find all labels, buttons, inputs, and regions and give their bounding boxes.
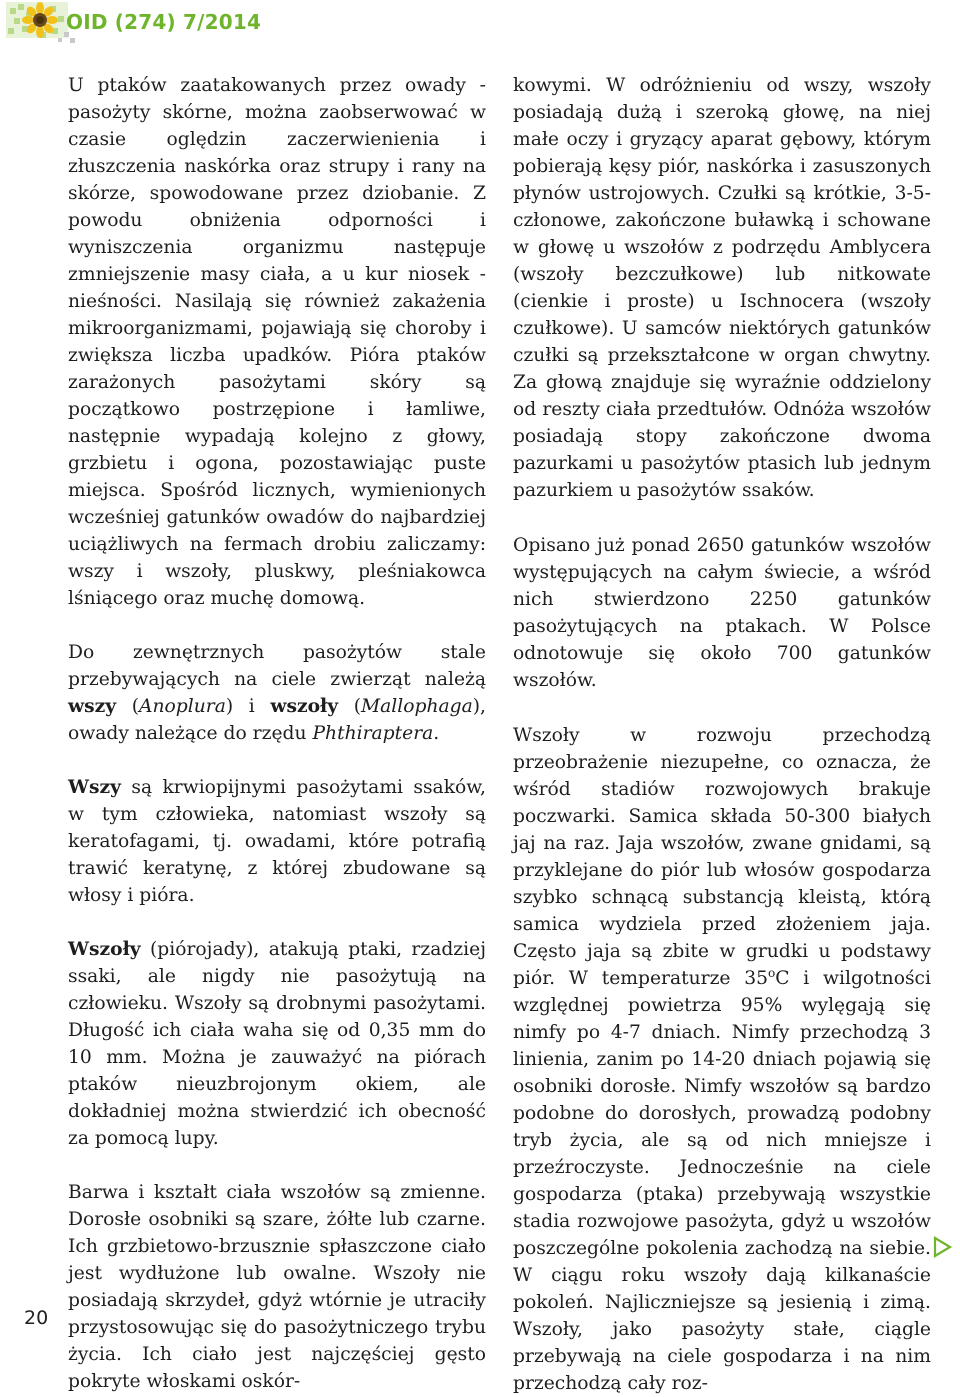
bold-term: wszy bbox=[68, 695, 117, 717]
paragraph: Barwa i kształt ciała wszołów są zmienne. Dorosłe osobniki są szare, żółte lub czarne. Ich grzbietowo-brzusznie spłaszczone ciało jest wydłużone lub owalne. Wszoły nie posiadają skrzydeł, gdyż wtórnie je utraciły przystosowując się do pasożytniczego trybu życia. Ich ciało jest najczęściej gęsto pokryte włoskami oskór- bbox=[68, 1182, 486, 1392]
journal-title: OID (274) 7/2014 bbox=[66, 10, 262, 34]
degree-sign: o bbox=[768, 965, 776, 980]
latin-term: Mallophaga bbox=[361, 696, 473, 717]
paragraph: Do zewnętrznych pasożytów stale przebywających na ciele zwierząt należą wszy (Anoplura) i wszoły (Mallophaga), owady należące do rzędu Phthiraptera. bbox=[68, 642, 486, 744]
continue-arrow-icon bbox=[933, 1236, 953, 1258]
page-header bbox=[0, 0, 960, 50]
latin-term: Phthiraptera bbox=[312, 723, 434, 744]
page-number: 20 bbox=[24, 1307, 49, 1329]
paragraph: Wszy są krwiopijnymi pasożytami ssaków, w tym człowieka, natomiast wszoły są keratofagami, tj. owadami, które potrafią trawić keratynę, z której zbudowane są włosy i pióra. bbox=[68, 776, 486, 906]
bold-term: Wszy bbox=[68, 776, 121, 798]
paragraph: U ptaków zaatakowanych przez owady - pasożyty skórne, można zaobserwować w czasie oględzin zaczerwienienia i złuszczenia naskórka oraz strupy i rany na skórze, spowodowane przez dziobanie. Z powodu obniżenia odporności i wyniszczenia organizmu następuje zmniejszenie masy ciała, a u kur niosek - nieśności. Nasilają się również zakażenia mikroorganizmami, pojawiają się choroby i zwiększa liczba upadków. Pióra ptaków zarażonych pasożytami skóry są początkowo postrzępione i łamliwe, następnie wypadają kolejno z głowy, grzbietu i ogona, pozostawiając puste miejsca. Spośród licznych, wymienionych wcześniej gatunków owadów do najbardziej uciążliwych na fermach drobiu zaliczamy: wszy i wszoły, pluskwy, pleśniakowca lśniącego oraz muchę domową. bbox=[68, 75, 486, 609]
paragraph: Wszoły w rozwoju przechodzą przeobrażenie niezupełne, co oznacza, że wśród stadiów rozwojowych brakuje poczwarki. Samica składa 50-300 białych jaj na raz. Jaja wszołów, zwane gnidami, są przyklejane do piór lub włosów gospodarza szybko schnącą substancją kleistą, którą samica wydziela przed złożeniem jaja. Często jaja są zbite w grudki u podstawy piór. W temperaturze 35$^o$C i wilgotności względnej powietrza 95% wylęgają się nimfy po 4-7 dniach. Nimfy przechodzą 3 linienia, zanim po 14-20 dniach pojawią się osobniki dorosłe. Nimfy wszołów są bardzo podobne do dorosłych, prowadzą podobny tryb życia, ale są od nich mniejsze i przeźroczyste. Jednocześnie na ciele gospodarza (ptaka) przebywają wszystkie stadia rozwojowe pasożyta, gdyż u wszołów poszczególne pokolenia zachodzą na siebie. W ciągu roku wszoły dają kilkanaście pokoleń. Najliczniejsze są jesienią i zimą. Wszoły, jako pasożyty stałe, ciągle przebywają na ciele gospodarza i na nim przechodzą cały roz- bbox=[513, 725, 931, 1394]
bold-term: Wszoły bbox=[68, 938, 141, 960]
left-column bbox=[68, 72, 486, 1395]
paragraph: Opisano już ponad 2650 gatunków wszołów występujących na całym świecie, a wśród nich stwierdzono 2250 gatunków pasożytujących na ptakach. W Polsce odnotowuje się około 700 gatunków wszołów. bbox=[513, 535, 931, 691]
latin-term: Anoplura bbox=[139, 696, 226, 717]
bold-term: wszoły bbox=[270, 695, 339, 717]
paragraph: Wszoły (piórojady), atakują ptaki, rzadziej ssaki, ale nigdy nie pasożytują na człowieku. Wszoły są drobnymi pasożytami. Długość ich ciała waha się od 0,35 mm do 10 mm. Można je zauważyć na piórach ptaków nieuzbrojonym okiem, ale dokładniej można stwierdzić ich obecność za pomocą lupy. bbox=[68, 938, 486, 1149]
right-column bbox=[513, 72, 931, 1397]
paragraph: kowymi. W odróżnieniu od wszy, wszoły posiadają dużą i szeroką głowę, na niej małe oczy i gryzący aparat gębowy, którym pobierają kęsy piór, naskórka i zasuszonych płynów ustrojowych. Czułki są krótkie, 3-5-członowe, zakończone buławką i schowane w głowę u wszołów z podrzędu Amblycera (wszoły bezczułkowe) lub nitkowate (cienkie i proste) u Ischnocera (wszoły czułkowe). U samców niektórych gatunków czułki są przekształcone w organ chwytny. Za głową znajduje się wyraźnie oddzielony od reszty ciała przedtułów. Odnóża wszołów posiadają stopy zakończone dwoma pazurkami u pasożytów ptasich lub jednym pazurkiem u pasożytów ssaków. bbox=[513, 75, 931, 501]
